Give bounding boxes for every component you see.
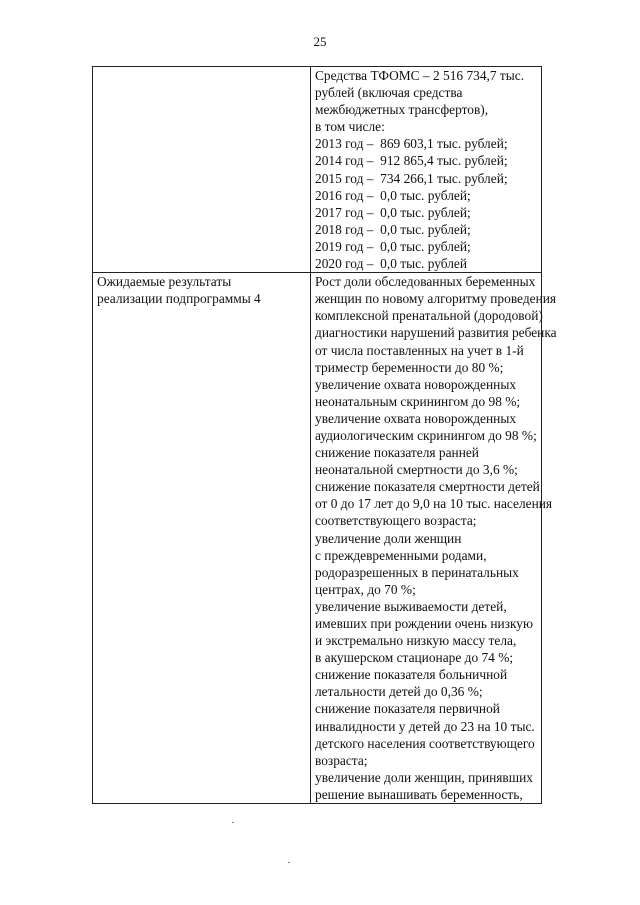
results-label-line: реализации подпрограммы 4 xyxy=(97,291,261,307)
result-line: женщин по новому алгоритму проведения xyxy=(315,291,557,307)
result-line: в акушерском стационаре до 74 %; xyxy=(315,650,514,666)
result-line: снижение показателя первичной xyxy=(315,701,500,717)
funding-line: рублей (включая средства xyxy=(315,85,463,101)
result-line: комплексной пренатальной (дородовой) xyxy=(315,308,543,324)
page-number: 25 xyxy=(313,34,327,49)
result-line: аудиологическим скринингом до 98 %; xyxy=(315,427,537,443)
result-line: неонатальным скринингом до 98 %; xyxy=(315,393,521,409)
results-cell xyxy=(311,273,557,804)
result-line: решение вынашивать беременность, xyxy=(315,786,523,802)
result-line: увеличение охвата новорожденных xyxy=(315,410,517,426)
result-line: увеличение охвата новорожденных xyxy=(315,376,517,392)
scan-speck xyxy=(288,862,290,863)
funding-label-cell xyxy=(93,67,311,273)
result-line: увеличение доли женщин xyxy=(315,530,462,546)
funding-year-2014: 2014 год – 912 865,4 тыс. рублей; xyxy=(315,153,508,169)
funding-year-2018: 2018 год – 0,0 тыс. рублей; xyxy=(315,221,471,237)
result-line: летальности детей до 0,36 %; xyxy=(315,684,483,700)
results-label-cell xyxy=(93,273,311,804)
result-line: от 0 до 17 лет до 9,0 на 10 тыс. населения xyxy=(315,496,553,512)
result-line: снижение показателя смертности детей xyxy=(315,479,540,495)
result-line: увеличение выживаемости детей, xyxy=(315,598,507,614)
funding-year-2016: 2016 год – 0,0 тыс. рублей; xyxy=(315,187,471,203)
result-line: родоразрешенных в перинатальных xyxy=(315,564,519,580)
result-line: Рост доли обследованных беременных xyxy=(315,274,536,290)
result-line: с преждевременными родами, xyxy=(315,547,487,563)
program-table xyxy=(92,66,557,804)
funding-year-2017: 2017 год – 0,0 тыс. рублей; xyxy=(315,204,471,220)
funding-line: межбюджетных трансфертов), xyxy=(315,102,489,118)
funding-row xyxy=(93,67,542,273)
result-line: имевших при рождении очень низкую xyxy=(315,616,533,631)
results-label-line: Ожидаемые результаты xyxy=(97,274,232,290)
result-line: снижение показателя ранней xyxy=(315,445,479,461)
result-line: центрах, до 70 %; xyxy=(315,581,416,597)
funding-cell xyxy=(311,67,542,273)
funding-year-2015: 2015 год – 734 266,1 тыс. рублей; xyxy=(315,170,508,186)
result-line: диагностики нарушений развития ребенка xyxy=(315,325,557,341)
result-line: неонатальной смертности до 3,6 %; xyxy=(315,462,518,478)
funding-year-2019: 2019 год – 0,0 тыс. рублей; xyxy=(315,238,471,254)
result-line: триместр беременности до 80 %; xyxy=(315,359,504,375)
funding-year-2020: 2020 год – 0,0 тыс. рублей xyxy=(315,256,468,272)
result-line: инвалидности у детей до 23 на 10 тыс. xyxy=(315,718,535,734)
result-line: снижение показателя больничной xyxy=(315,667,508,683)
result-line: соответствующего возраста; xyxy=(315,513,477,529)
result-line: и экстремально низкую массу тела, xyxy=(315,633,517,649)
funding-line: Средства ТФОМС – 2 516 734,7 тыс. xyxy=(315,68,525,83)
funding-line: в том числе: xyxy=(315,119,385,135)
funding-year-2013: 2013 год – 869 603,1 тыс. рублей; xyxy=(315,136,508,152)
result-line: возраста; xyxy=(315,752,368,768)
results-row xyxy=(93,273,542,804)
result-line: увеличение доли женщин, принявших xyxy=(315,769,533,785)
result-line: детского населения соответствующего xyxy=(315,735,535,751)
result-line: от числа поставленных на учет в 1-й xyxy=(315,342,524,358)
scan-speck xyxy=(232,822,234,823)
